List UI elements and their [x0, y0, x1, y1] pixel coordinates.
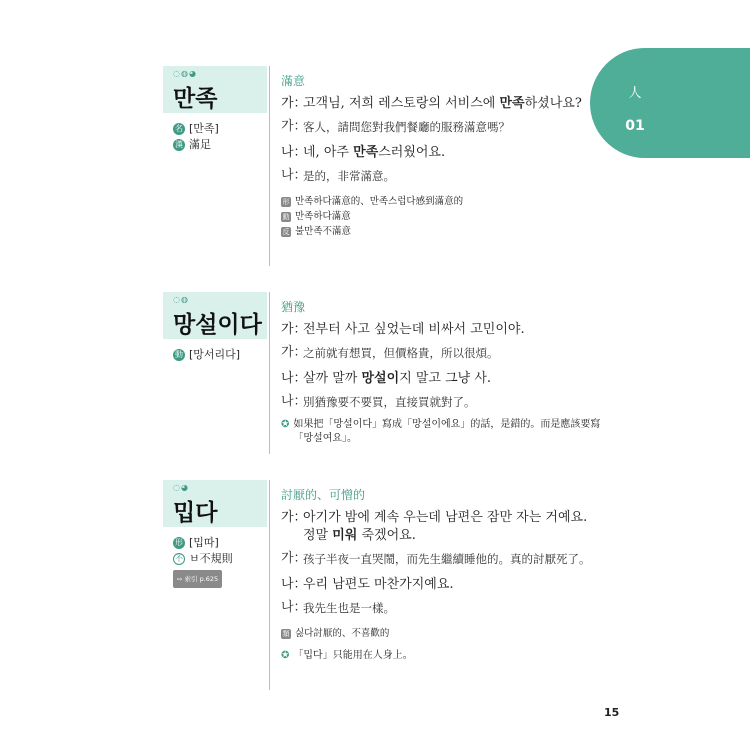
related-words — [281, 626, 601, 641]
translation: 孩子半夜一直哭鬧，而先生繼續睡他的。真的討厭死了。 — [303, 552, 591, 566]
tip-text: 如果把「망설이다」寫成「망설이에요」的話，是錯的。而是應該要寫「망설여요」。 — [293, 419, 601, 444]
translation-line — [281, 551, 601, 567]
translation: 別猶豫要不要買，直接買就對了。 — [303, 395, 476, 409]
speaker: 가： — [281, 96, 307, 111]
pos-badge: 形 — [175, 538, 183, 547]
speaker: 나： — [281, 145, 307, 160]
pronunciation: [밉따] — [189, 536, 219, 549]
keyword: 미워 — [332, 528, 358, 543]
example-line — [281, 144, 601, 162]
divider-line — [269, 292, 270, 454]
headword: 만족 — [173, 86, 218, 112]
entry-manjok — [163, 66, 600, 266]
entry-body — [281, 292, 601, 446]
divider-line — [269, 66, 270, 266]
note-badge: 反 — [282, 227, 290, 236]
irregular-badge: 不 — [175, 554, 183, 563]
translation: 客人，請問您對我們餐廳的服務滿意嗎？ — [303, 120, 510, 134]
speaker: 가： — [281, 510, 307, 525]
text: 지 말고 그냥 사. — [399, 371, 492, 386]
speaker: 나： — [281, 577, 307, 592]
category-icons: ◌◍ — [173, 295, 189, 304]
pronunciation: [만족] — [189, 122, 219, 135]
word-box — [163, 66, 267, 113]
entry-mangseolida — [163, 292, 600, 454]
keyword: 만족 — [353, 145, 379, 160]
speaker: 가： — [281, 345, 307, 360]
irregular-note: ㅂ不規則 — [189, 552, 233, 565]
text: 죽겠어요. — [357, 528, 416, 543]
page-number: 15 — [604, 706, 620, 719]
note-text: 싫다討厭的、不喜歡的 — [295, 628, 390, 639]
usage-tip — [281, 418, 601, 446]
category-icons: ◌◍◕ — [173, 69, 197, 78]
translation-line — [281, 394, 601, 410]
entry-header — [163, 480, 267, 588]
translation: 之前就有想買，但價格貴，所以很煩。 — [303, 346, 499, 360]
text: 네, 아주 — [303, 145, 354, 160]
hanja-badge: 漢 — [175, 140, 183, 149]
text: 우리 남편도 마찬가지예요. — [303, 577, 454, 592]
pronunciation: [망서리다] — [189, 348, 241, 361]
entry-mipda — [163, 480, 600, 690]
text: 고객님, 저희 레스토랑의 서비스에 — [303, 96, 500, 111]
keyword: 망설이 — [361, 371, 400, 386]
text: 살까 말까 — [303, 371, 362, 386]
meaning: 討厭的、可憎的 — [281, 488, 366, 502]
example-line — [281, 576, 601, 594]
related-words — [281, 194, 601, 239]
note-badge: 類 — [282, 629, 290, 638]
translation-line — [281, 119, 601, 135]
headword: 망설이다 — [173, 312, 262, 338]
chapter-number: 01 — [625, 118, 645, 134]
meaning: 滿意 — [281, 74, 306, 88]
word-box — [163, 292, 267, 339]
index-reference: ⇨ 索引 p.625 — [173, 570, 222, 588]
word-meta — [163, 535, 267, 588]
headword: 밉다 — [173, 500, 218, 526]
note-badge: 形 — [282, 197, 290, 206]
note-text: 불만족不滿意 — [295, 226, 352, 237]
speaker: 가： — [281, 119, 307, 134]
lightbulb-icon: ✪ — [281, 650, 290, 661]
example-line — [281, 95, 601, 113]
note-text: 만족하다滿意的、만족스럽다感到滿意的 — [295, 196, 464, 207]
entry-header — [163, 292, 267, 363]
pos-badge: 動 — [175, 350, 183, 359]
speaker: 가： — [281, 322, 307, 337]
lightbulb-icon: ✪ — [281, 419, 290, 430]
example-line — [281, 509, 601, 545]
entry-header — [163, 66, 267, 153]
word-box — [163, 480, 267, 527]
translation: 我先生也是一樣。 — [303, 601, 395, 615]
text: 스러웠어요. — [378, 145, 446, 160]
tip-text: 「밉다」只能用在人身上。 — [293, 650, 413, 661]
note-text: 만족하다滿意 — [295, 211, 351, 222]
translation: 是的，非常滿意。 — [303, 169, 395, 183]
word-meta — [163, 347, 267, 363]
divider-line — [269, 480, 270, 690]
keyword: 만족 — [499, 96, 525, 111]
translation-line — [281, 168, 601, 184]
example-line — [281, 370, 601, 388]
speaker: 나： — [281, 600, 307, 615]
speaker: 나： — [281, 394, 307, 409]
translation-line — [281, 345, 601, 361]
chapter-label: 人 — [628, 86, 642, 101]
speaker: 나： — [281, 168, 307, 183]
hanja: 滿足 — [189, 138, 211, 151]
meaning: 猶豫 — [281, 300, 306, 314]
example-line — [281, 321, 601, 339]
translation-line — [281, 600, 601, 616]
text: 전부터 사고 싶었는데 비싸서 고민이야. — [303, 322, 525, 337]
entry-body — [281, 66, 601, 239]
text: 하셨나요? — [524, 96, 582, 111]
chapter-thumb-tab — [590, 48, 750, 158]
text: 아기가 밤에 계속 우는데 남편은 잠만 자는 거예요. 정말 — [303, 510, 588, 543]
usage-tip — [281, 649, 601, 663]
pos-badge: 名 — [175, 124, 183, 133]
speaker: 나： — [281, 371, 307, 386]
entry-body — [281, 480, 601, 663]
speaker: 가： — [281, 551, 307, 566]
word-meta — [163, 121, 267, 153]
note-badge: 動 — [282, 212, 290, 221]
category-icons: ◌◕ — [173, 483, 189, 492]
